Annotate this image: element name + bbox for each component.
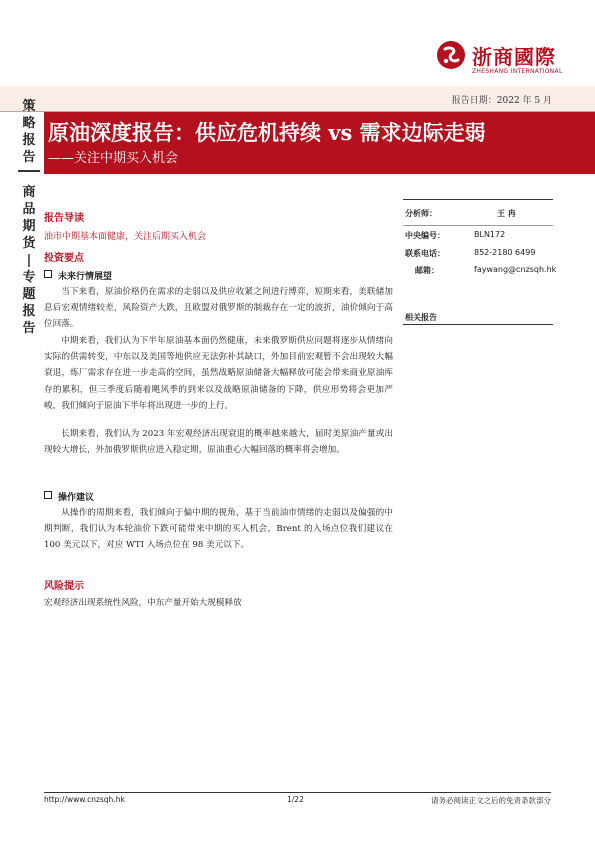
side-tag-char: 报 — [22, 133, 36, 148]
email-value[interactable]: faywang@cnzsqh.hk — [474, 265, 557, 274]
side-tag-char: 告 — [22, 321, 36, 336]
panel-divider — [403, 225, 553, 226]
brand-name-en: ZHESHANG INTERNATIONAL — [472, 68, 563, 75]
risk-heading: 风险提示 — [44, 581, 84, 592]
side-tag-char: | — [26, 253, 32, 268]
side-tag-char: 告 — [22, 150, 36, 165]
section-operation-title: 操作建议 — [58, 493, 95, 503]
key-points-heading: 投资要点 — [44, 253, 84, 264]
section-outlook-heading — [44, 269, 112, 282]
side-divider — [18, 170, 40, 172]
risk-text: 宏观经济出现系统性风险，中东产量开始大规模释放 — [44, 598, 242, 608]
side-tag-commodity — [18, 184, 40, 337]
footer-disclaimer: 请务必阅读正文之后的免责条款部分 — [431, 796, 551, 805]
outlook-long-term-paragraph: 长期来看，我们认为 2023 年宏观经济出现衰退的概率越来越大，届时美原油产量或出现较大增长，外加俄罗斯供应进入稳定期，原油重心大幅回落的概率将会增加。 — [44, 429, 393, 456]
side-tag-char: 策 — [22, 99, 36, 114]
guide-heading: 报告导读 — [44, 213, 84, 224]
related-reports-label: 相关报告 — [405, 312, 437, 322]
side-tag-char: 专 — [22, 270, 36, 285]
analyst-name: 王 冉 — [497, 208, 516, 218]
side-tag-char: 期 — [22, 219, 36, 234]
side-tag-char: 报 — [22, 304, 36, 319]
side-tag-char: 略 — [22, 116, 36, 131]
guide-summary: 油市中期基本面健康，关注后期买入机会 — [44, 232, 207, 242]
related-divider — [403, 324, 553, 325]
outlook-short-term-paragraph: 当下来看，原油价格仍在需求的走弱以及供应收紧之间进行博弈，短期来看，美联储加息后宏观情绪较差，风险资产大跌，且欧盟对俄罗斯的制裁存在一定的波折，油价倾向于高位回落。 — [44, 287, 393, 330]
section-operation-heading — [44, 490, 94, 503]
analyst-row — [405, 208, 516, 219]
operation-paragraph: 从操作的周期来看，我们倾向于偏中期的视角，基于当前油市情绪的走弱以及偏强的中期判断，我们认为本轮油价下跌可能带来中期的买入机会，Brent 的入场点位我们建议在 100 美元以下，对应 WTI 入场点位在 98 美元以下。 — [44, 508, 393, 551]
email-label: 邮箱： — [415, 265, 439, 275]
footer-divider — [44, 792, 551, 793]
report-date: 报告日期：2022 年 5 月 — [451, 96, 552, 106]
checkbox-bullet-icon — [44, 491, 52, 499]
side-tag-char: 货 — [22, 236, 36, 251]
report-title: 原油深度报告：供应危机持续 vs 需求边际走弱 — [48, 120, 486, 145]
phone-value: 852-2180 6499 — [474, 248, 536, 257]
analyst-label: 分析师： — [405, 208, 437, 218]
page-number: 1/22 — [287, 795, 304, 804]
email-row — [405, 265, 557, 276]
brand-logo-icon — [436, 40, 466, 70]
phone-row — [405, 248, 536, 259]
panel-top-divider — [403, 199, 553, 200]
brand-name: 浙商國際 — [472, 45, 556, 69]
outlook-mid-term-paragraph: 中期来看，我们认为下半年原油基本面仍然健康，未来俄罗斯供应问题将逐步从情绪向实际的供需转变，中东以及美国等地供应无法弥补其缺口，外加目前宏观暂不会出现较大幅衰退，炼厂需求存在进一步走高的空间，虽然战略原油储备大幅释放可能会带来商业原油库存的累积，但三季度后随着飓风季的到来以及战略原油储备的下降，供应形势将会更加严峻，我们倾向于原油下半年将出现进一步的上行。 — [44, 336, 393, 411]
central-number-label: 中央编号： — [405, 230, 445, 240]
report-subtitle: ——关注中期买入机会 — [48, 151, 179, 166]
checkbox-bullet-icon — [44, 270, 52, 278]
phone-label: 联系电话： — [405, 248, 445, 258]
section-outlook-title: 未来行情展望 — [58, 272, 113, 282]
side-tag-char: 题 — [22, 287, 36, 302]
side-tag-strategy — [18, 98, 40, 166]
central-number-value: BLN172 — [474, 230, 506, 239]
side-tag-char: 品 — [22, 202, 36, 217]
footer-website-link[interactable]: http://www.cnzsqh.hk — [44, 795, 125, 804]
side-tag-char: 商 — [22, 185, 36, 200]
central-number-row — [405, 230, 506, 241]
